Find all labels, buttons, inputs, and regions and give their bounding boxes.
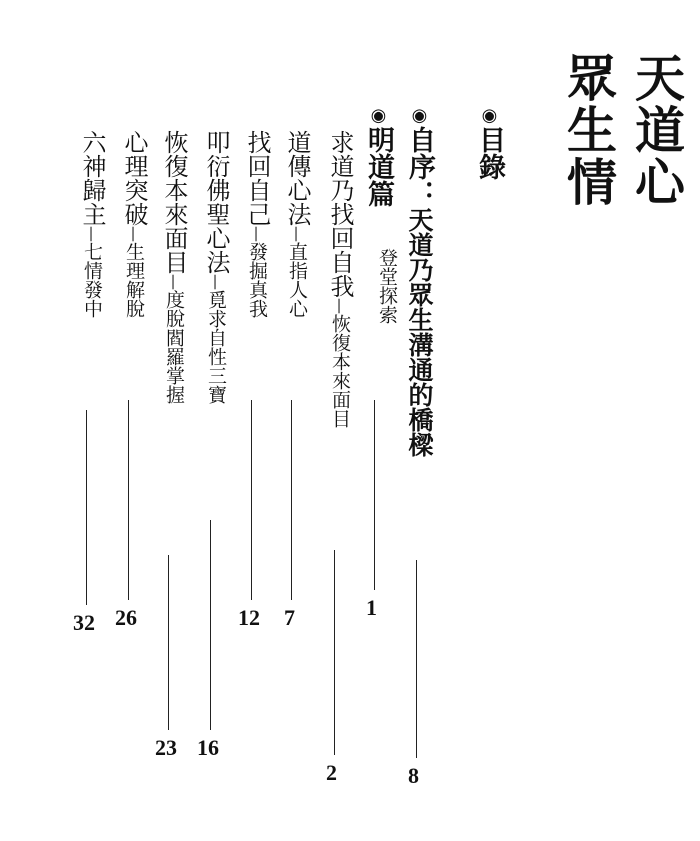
- toc-leader-line: [334, 550, 335, 755]
- toc-leader-line: [251, 400, 252, 600]
- toc-dash: —: [248, 226, 267, 242]
- toc-entry-subtitle: 度脫閻羅掌握: [163, 290, 185, 404]
- toc-entry[interactable]: [233, 130, 269, 318]
- toc-entry[interactable]: [150, 130, 186, 404]
- toc-heading-text: 目錄: [474, 126, 505, 180]
- toc-leader-line: [210, 520, 211, 730]
- toc-entry-preface[interactable]: [397, 105, 433, 457]
- toc-page-number: 1: [366, 595, 377, 620]
- toc-leader-line: [168, 555, 169, 730]
- toc-entry-title: 六神歸主: [78, 130, 106, 226]
- bullet-icon: ◉: [368, 105, 389, 126]
- toc-entry-subtitle: 直指人心: [286, 242, 308, 318]
- toc-entry[interactable]: [273, 130, 309, 318]
- toc-entry-title: 自序：: [404, 126, 435, 207]
- toc-leader-line: [128, 400, 129, 600]
- toc-entry-title: 道傳心法: [283, 130, 311, 226]
- toc-leader-line: [416, 560, 417, 758]
- toc-entry-subtitle: 七情發中: [81, 242, 103, 318]
- toc-entry-title: 叩衍佛聖心法: [202, 130, 230, 274]
- toc-dash: —: [331, 298, 350, 314]
- toc-entry-section[interactable]: [356, 105, 392, 207]
- toc-dash: —: [288, 226, 307, 242]
- toc-page-number: 2: [326, 760, 337, 785]
- toc-entry-subtitle: 天道乃眾生溝通的橋樑: [405, 207, 434, 457]
- toc-entry-title: 明道篇: [363, 126, 394, 207]
- toc-entry-subtitle: 覓求自性三寶: [205, 290, 227, 404]
- toc-entry-section-sub: [360, 248, 396, 324]
- toc-entry[interactable]: [68, 130, 104, 318]
- toc-entry-subtitle: 發掘真我: [246, 242, 268, 318]
- toc-entry-subtitle: 生理解脫: [123, 242, 145, 318]
- toc-page-number: 7: [284, 605, 295, 630]
- toc-entry[interactable]: [316, 130, 352, 428]
- title-part-2: 眾生情: [559, 52, 617, 208]
- toc-entry-title: 恢復本來面目: [160, 130, 188, 274]
- toc-heading: [476, 105, 503, 180]
- toc-page-number: 8: [408, 763, 419, 788]
- toc-page-number: 23: [155, 735, 177, 760]
- bullet-icon: ◉: [479, 105, 500, 126]
- toc-leader-line: [291, 400, 292, 600]
- toc-entry-subtitle: 登堂探索: [376, 248, 398, 324]
- toc-page-number: 16: [197, 735, 219, 760]
- toc-dash: —: [165, 274, 184, 290]
- toc-page-number: 32: [73, 610, 95, 635]
- toc-entry[interactable]: [110, 130, 146, 318]
- toc-dash: —: [125, 226, 144, 242]
- book-title: [559, 52, 685, 208]
- bullet-icon: ◉: [409, 105, 430, 126]
- title-part-1: 天道心: [627, 52, 685, 208]
- toc-leader-line: [374, 400, 375, 590]
- toc-leader-line: [86, 410, 87, 605]
- toc-dash: —: [83, 226, 102, 242]
- toc-page-number: 12: [238, 605, 260, 630]
- toc-dash: —: [207, 274, 226, 290]
- toc-entry[interactable]: [192, 130, 228, 404]
- toc-entry-title: 心理突破: [120, 130, 148, 226]
- toc-entry-title: 求道乃找回自我: [326, 130, 354, 298]
- toc-entry-title: 找回自己: [243, 130, 271, 226]
- toc-page-number: 26: [115, 605, 137, 630]
- toc-entry-subtitle: 恢復本來面目: [329, 314, 351, 428]
